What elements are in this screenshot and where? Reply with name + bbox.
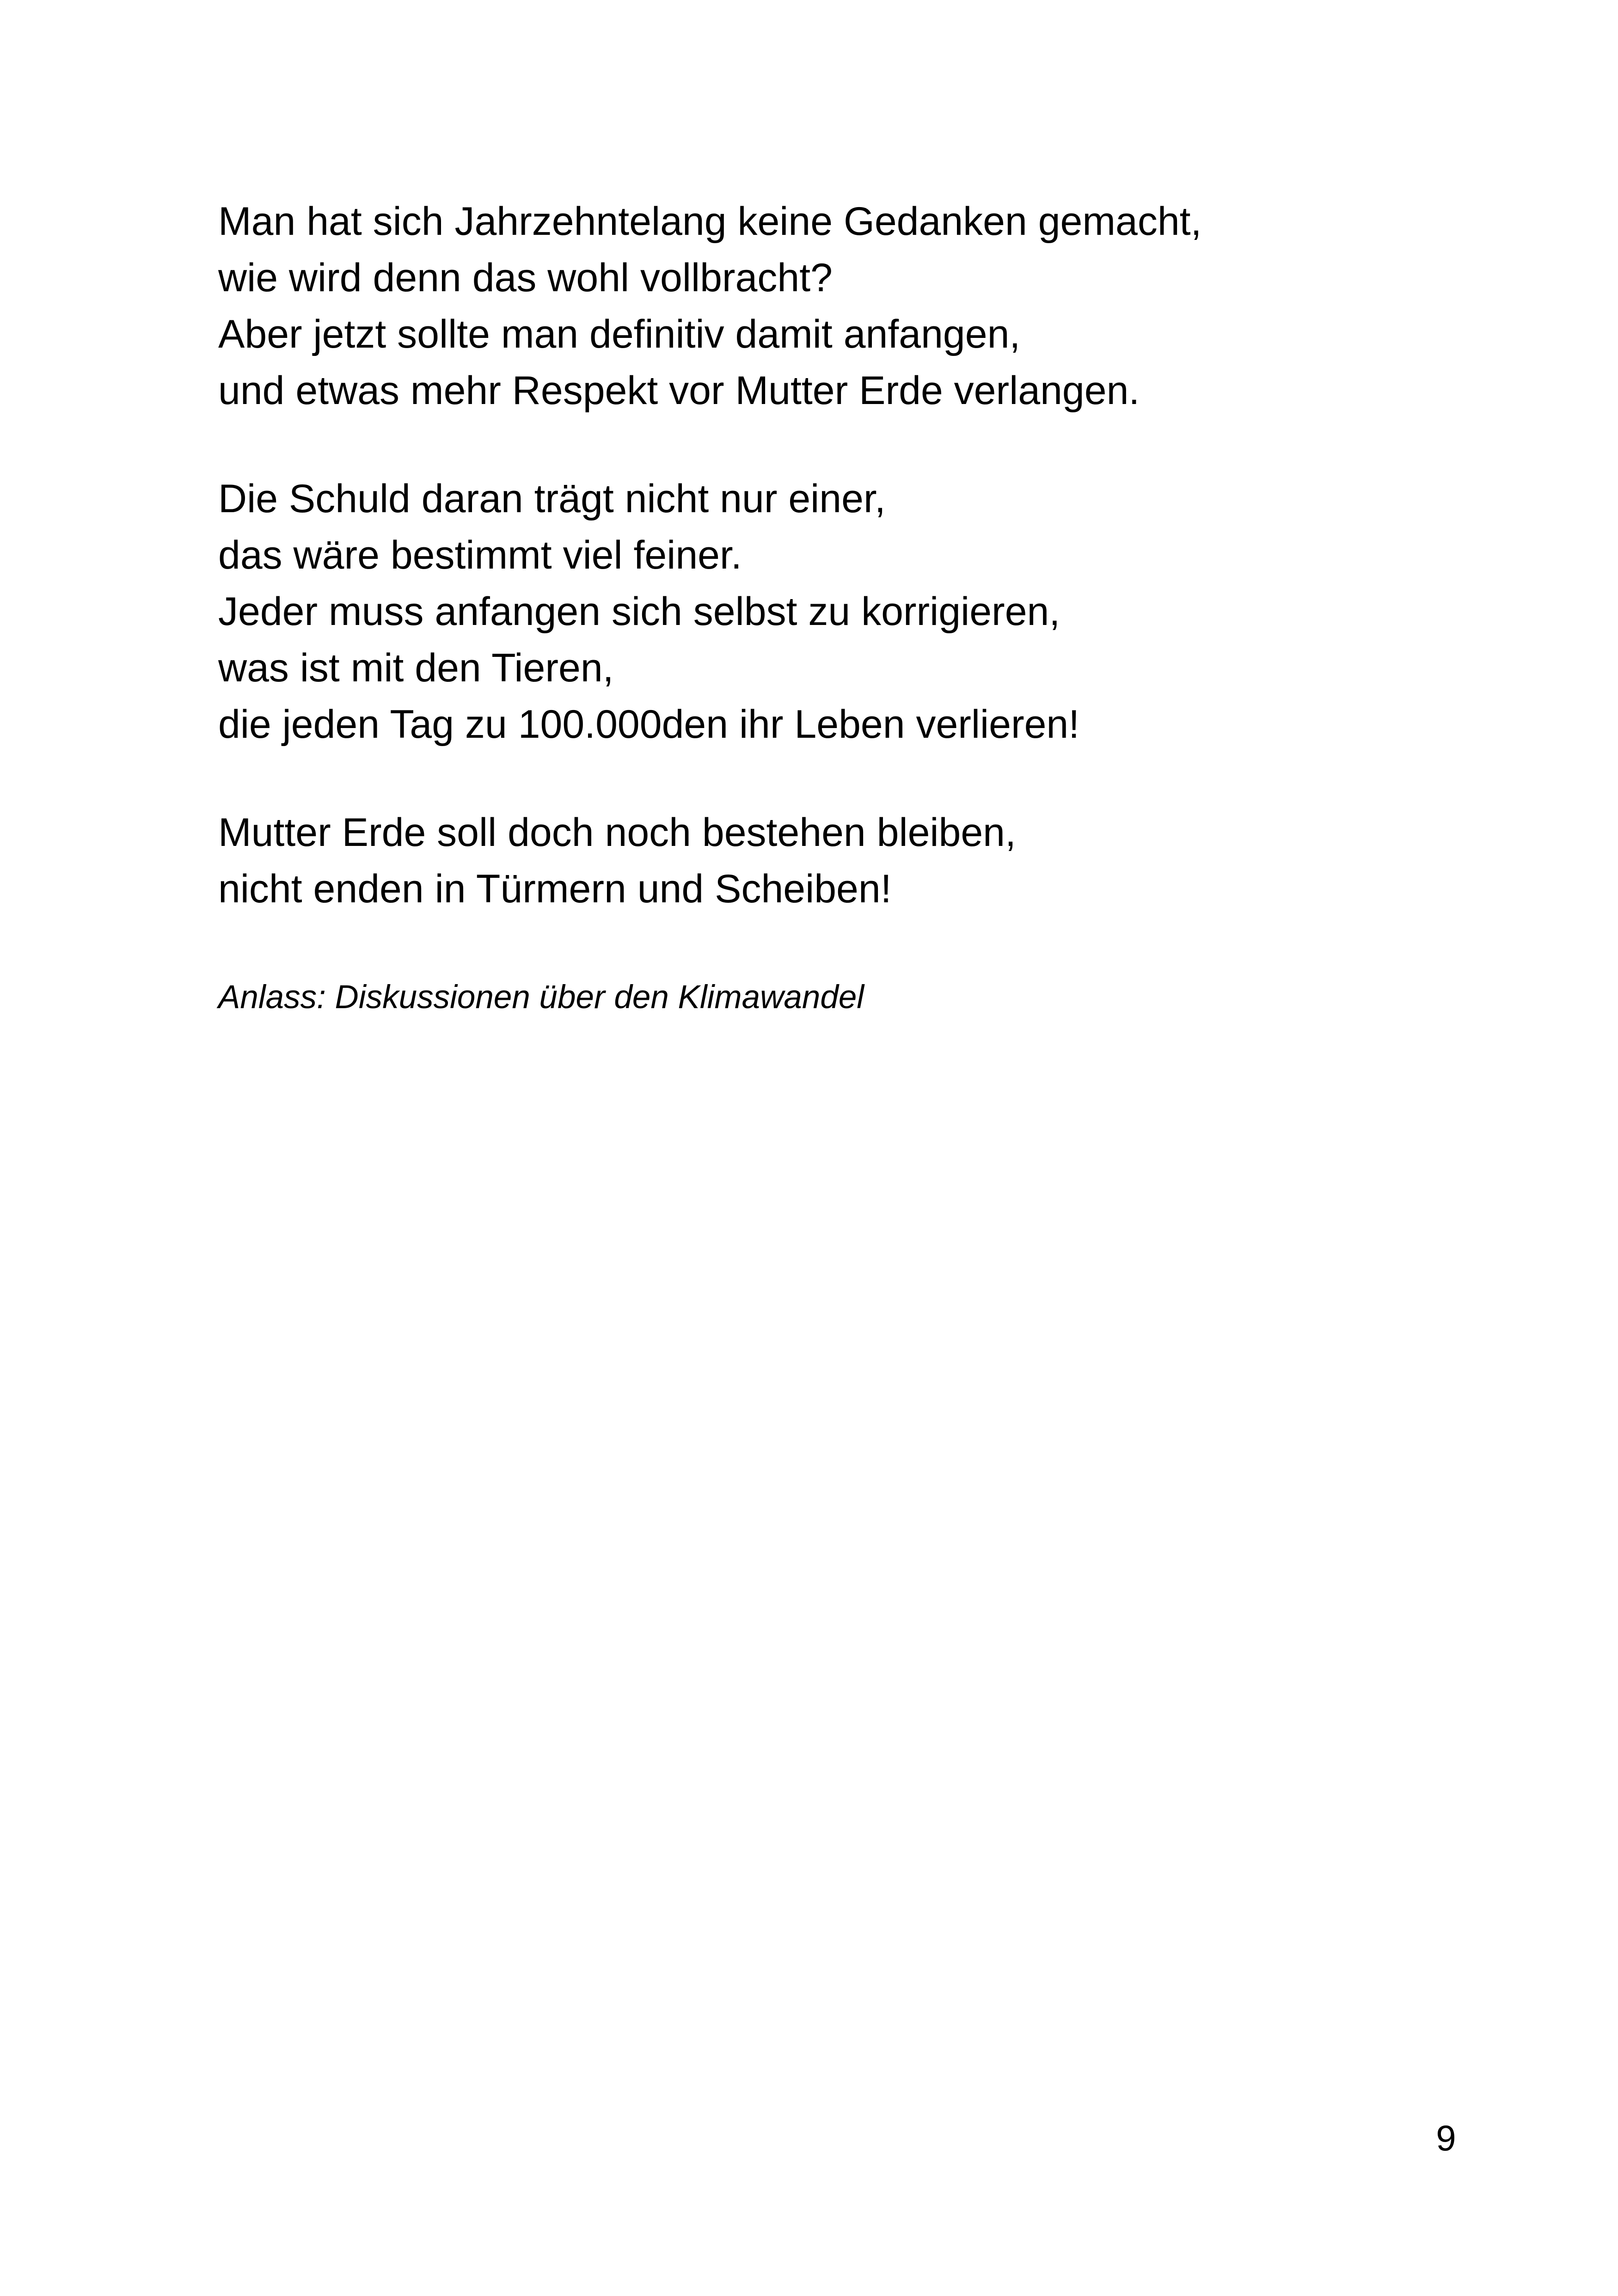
poem-line: die jeden Tag zu 100.000den ihr Leben verlieren! [218,702,1080,747]
poem-line: was ist mit den Tieren, [218,646,614,690]
stanza-2 [218,471,1466,753]
poem-line: Mutter Erde soll doch noch bestehen bleiben, [218,810,1016,855]
stanza-3 [218,804,1466,917]
poem-line: Jeder muss anfangen sich selbst zu korrigieren, [218,589,1060,634]
page-number: 9 [1436,2118,1456,2158]
stanza-1 [218,193,1466,419]
poem-line: Aber jetzt sollte man definitiv damit anfangen, [218,312,1021,356]
poem-line: wie wird denn das wohl vollbracht? [218,256,833,300]
poem-line: und etwas mehr Respekt vor Mutter Erde verlangen. [218,368,1140,413]
poem-line: nicht enden in Türmern und Scheiben! [218,867,892,911]
occasion-note: Anlass: Diskussionen über den Klimawandel [218,979,864,1016]
poem-line: das wäre bestimmt viel feiner. [218,533,742,577]
poem-line: Man hat sich Jahrzehntelang keine Gedanken gemacht, [218,199,1202,244]
poem-line: Die Schuld daran trägt nicht nur einer, [218,477,886,521]
poem [218,193,1466,917]
